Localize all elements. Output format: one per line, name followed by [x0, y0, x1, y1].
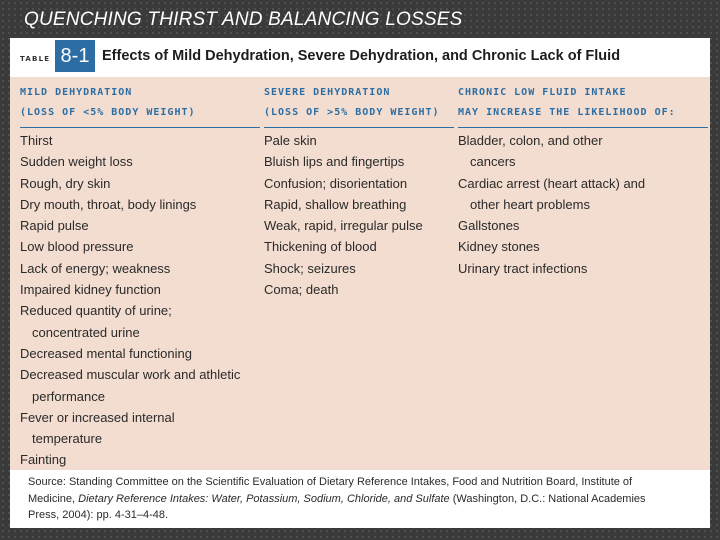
- column-divider: [20, 127, 260, 128]
- source-prefix: Source: Standing Committee on the Scientific Evaluation of Dietary Reference Intakes, Food and Nutrition Board, Institute of Medicine,: [28, 476, 633, 505]
- symptom-list: [264, 130, 454, 300]
- list-item: Pale skin: [264, 133, 317, 148]
- list-item: Decreased mental functioning: [20, 345, 192, 361]
- column-heading-line2: MAY INCREASE THE LIKELIHOOD OF:: [458, 107, 676, 118]
- source-title: Dietary Reference Intakes: Water, Potassium, Sodium, Chloride, and Sulfate: [78, 492, 450, 505]
- list-item: Decreased muscular work and athletic performance: [20, 367, 241, 404]
- list-item: Sudden weight loss: [20, 154, 133, 170]
- source-text: [28, 474, 648, 524]
- column-heading-line2: (LOSS OF >5% BODY WEIGHT): [264, 107, 440, 118]
- table-number-badge: 8-1: [55, 40, 95, 72]
- list-item: Bluish lips and fingertips: [264, 154, 405, 170]
- list-item: Dry mouth, throat, body linings: [20, 196, 197, 212]
- list-item: Bladder, colon, and other cancers: [458, 133, 603, 170]
- list-item: Thirst: [20, 133, 53, 148]
- table-panel: [10, 38, 710, 528]
- list-item: Kidney stones: [458, 239, 540, 255]
- list-item: Low blood pressure: [20, 239, 134, 255]
- table-source-note: [10, 470, 710, 528]
- slide-title: QUENCHING THIRST AND BALANCING LOSSES: [24, 9, 463, 30]
- list-item: Urinary tract infections: [458, 260, 588, 276]
- table-header: [10, 38, 710, 77]
- risk-list: [458, 130, 708, 279]
- list-item: Coma; death: [264, 282, 339, 298]
- column-heading-line2: (LOSS OF <5% BODY WEIGHT): [20, 107, 196, 118]
- table-label: TABLE: [20, 55, 51, 63]
- list-item: Shock; seizures: [264, 260, 356, 276]
- column-heading-line1: SEVERE DEHYDRATION: [264, 87, 391, 98]
- list-item: Weak, rapid, irregular pulse: [264, 218, 423, 234]
- table-title: Effects of Mild Dehydration, Severe Dehydration, and Chronic Lack of Fluid: [102, 48, 621, 64]
- list-item: Fainting: [20, 452, 67, 468]
- list-item: Thickening of blood: [264, 239, 377, 255]
- list-item: Rapid, shallow breathing: [264, 196, 407, 212]
- column-divider: [458, 127, 708, 128]
- list-item: Reduced quantity of urine; concentrated urine: [20, 303, 172, 340]
- list-item: Lack of energy; weakness: [20, 260, 171, 276]
- list-item: Rough, dry skin: [20, 175, 111, 191]
- column-chronic-low-fluid: [458, 83, 708, 279]
- column-heading-line1: CHRONIC LOW FLUID INTAKE: [458, 87, 627, 98]
- symptom-list: [20, 130, 260, 471]
- column-heading-line1: MILD DEHYDRATION: [20, 87, 133, 98]
- list-item: Impaired kidney function: [20, 282, 161, 298]
- table-body: [10, 77, 710, 470]
- column-mild-dehydration: [20, 83, 260, 471]
- list-item: Gallstones: [458, 218, 520, 234]
- source-suffix: (Washington, D.C.: National Academies Press, 2004): pp. 4-31–4-48.: [28, 492, 646, 521]
- list-item: Fever or increased internal temperature: [20, 409, 175, 447]
- list-item: Rapid pulse: [20, 218, 89, 234]
- list-item: Confusion; disorientation: [264, 175, 408, 191]
- column-divider: [264, 127, 454, 128]
- list-item: Cardiac arrest (heart attack) and other heart problems: [458, 175, 646, 212]
- column-severe-dehydration: [264, 83, 454, 300]
